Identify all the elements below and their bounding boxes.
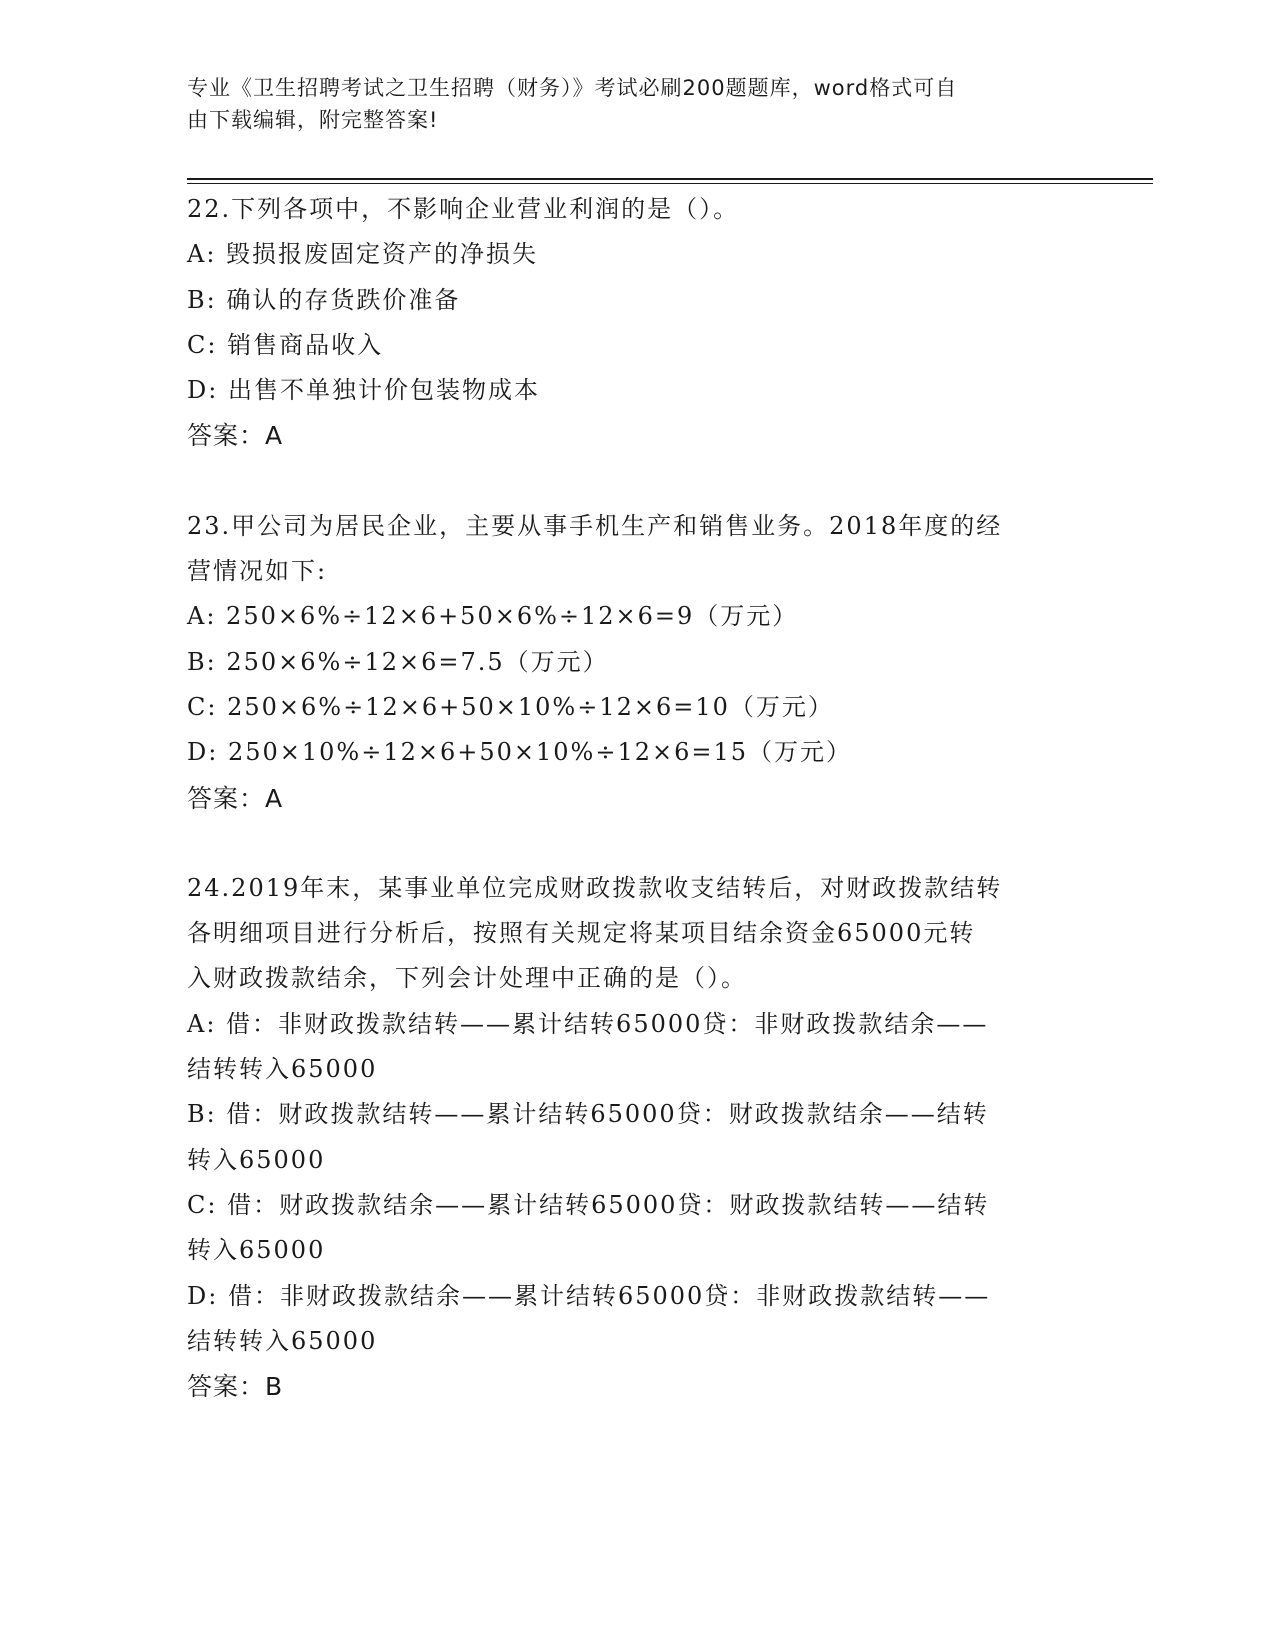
question-24: [187, 866, 1087, 1410]
option-a: A: 250×6%÷12×6+50×6%÷12×6=9（万元）: [187, 602, 799, 631]
option-b-line-2: 转入65000: [187, 1145, 326, 1174]
header-line-1: 专业《卫生招聘考试之卫生招聘（财务）》考试必刷200题题库，word格式可自: [187, 76, 958, 100]
header-divider-thick: [187, 178, 1153, 180]
option-c: C: 销售商品收入: [187, 330, 384, 359]
answer-label: 答案：A: [187, 421, 284, 451]
question-spacer: [187, 459, 1087, 504]
option-c-line-1: C: 借：财政拨款结余——累计结转65000贷：财政拨款结转——结转: [187, 1190, 990, 1219]
question-22: [187, 187, 1087, 459]
question-stem-line-3: 入财政拨款结余，下列会计处理中正确的是（）。: [187, 964, 747, 993]
question-stem-line-2: 各明细项目进行分析后，按照有关规定将某项目结余资金65000元转: [187, 919, 976, 948]
question-stem-line-2: 营情况如下:: [187, 557, 328, 586]
option-d-line-1: D: 借：非财政拨款结余——累计结转65000贷：非财政拨款结转——: [187, 1281, 991, 1310]
document-header: [187, 72, 1067, 136]
option-c: C: 250×6%÷12×6+50×10%÷12×6=10（万元）: [187, 692, 834, 721]
header-line-2: 由下载编辑，附完整答案!: [187, 108, 439, 132]
answer-label: 答案：A: [187, 783, 284, 813]
option-b: B: 250×6%÷12×6=7.5（万元）: [187, 647, 609, 676]
header-divider-thin: [187, 183, 1153, 184]
question-stem-line-1: 23.甲公司为居民企业，主要从事手机生产和销售业务。2018年度的经: [187, 511, 1003, 540]
option-d-line-2: 结转转入65000: [187, 1326, 378, 1355]
option-d: D: 250×10%÷12×6+50×10%÷12×6=15（万元）: [187, 738, 853, 767]
question-stem-line-1: 24.2019年末，某事业单位完成财政拨款收支结转后，对财政拨款结转: [187, 873, 1003, 902]
question-23: [187, 504, 1087, 821]
option-a-line-2: 结转转入65000: [187, 1055, 378, 1084]
answer-label: 答案：B: [187, 1372, 284, 1402]
option-b: B: 确认的存货跌价准备: [187, 285, 461, 314]
question-stem: 22.下列各项中，不影响企业营业利润的是（）。: [187, 195, 740, 223]
option-b-line-1: B: 借：财政拨款结转——累计结转65000贷：财政拨款结余——结转: [187, 1100, 989, 1129]
question-list: [187, 187, 1087, 1409]
option-a: A: 毁损报废固定资产的净损失: [187, 240, 539, 269]
option-c-line-2: 转入65000: [187, 1236, 326, 1265]
question-spacer: [187, 821, 1087, 866]
option-a-line-1: A: 借：非财政拨款结转——累计结转65000贷：非财政拨款结余——: [187, 1009, 989, 1038]
option-d: D: 出售不单独计价包装物成本: [187, 376, 540, 405]
